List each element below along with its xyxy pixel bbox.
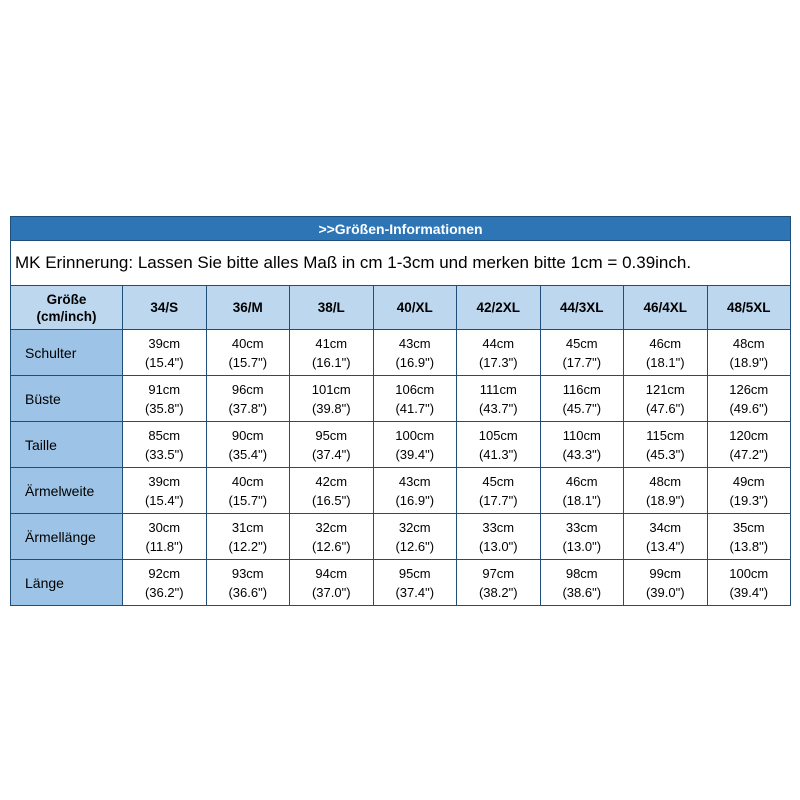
measurement-cell	[707, 514, 791, 560]
inch-value: (17.7")	[562, 354, 602, 370]
measurement-cell	[540, 560, 624, 606]
inch-value: (49.6")	[729, 400, 769, 416]
inch-value: (16.9")	[395, 492, 435, 508]
size-column-header: 48/5XL	[707, 286, 791, 330]
inch-value: (18.1")	[562, 492, 602, 508]
measurement-cell	[457, 330, 541, 376]
cm-value: 40cm	[231, 473, 264, 489]
size-column-header: 34/S	[123, 286, 207, 330]
measurement-cell	[290, 468, 374, 514]
cm-value: 110cm	[562, 427, 601, 443]
inch-value: (39.4")	[729, 584, 769, 600]
cm-value: 48cm	[732, 335, 765, 351]
cm-value: 90cm	[231, 427, 264, 443]
inch-value: (13.0")	[478, 538, 518, 554]
cm-value: 126cm	[729, 381, 769, 397]
size-chart-table	[10, 216, 791, 606]
row-label: Länge	[11, 560, 123, 606]
inch-value: (41.3")	[478, 446, 518, 462]
inch-value: (37.8")	[228, 400, 268, 416]
inch-value: (15.4")	[144, 492, 184, 508]
cm-value: 105cm	[478, 427, 518, 443]
measurement-cell	[707, 422, 791, 468]
cm-value: 94cm	[315, 565, 348, 581]
measurement-cell	[624, 514, 708, 560]
measurement-cell	[206, 376, 290, 422]
cm-value: 93cm	[231, 565, 264, 581]
inch-value: (15.7")	[228, 354, 268, 370]
measurement-cell	[540, 376, 624, 422]
inch-value: (39.0")	[645, 584, 685, 600]
inch-value: (12.6")	[395, 538, 435, 554]
cm-value: 121cm	[645, 381, 685, 397]
size-chart-body	[11, 330, 791, 606]
size-column-header: 36/M	[206, 286, 290, 330]
measurement-cell	[540, 330, 624, 376]
inch-value: (43.3")	[562, 446, 602, 462]
inch-value: (13.4")	[645, 538, 685, 554]
cm-value: 100cm	[395, 427, 435, 443]
inch-value: (12.2")	[228, 538, 268, 554]
cm-value: 33cm	[482, 519, 515, 535]
table-row	[11, 560, 791, 606]
size-chart	[10, 216, 791, 606]
measurement-cell	[540, 514, 624, 560]
inch-value: (36.2")	[144, 584, 184, 600]
corner-header-line1: Größe	[46, 291, 87, 307]
measurement-cell	[290, 330, 374, 376]
cm-value: 115cm	[646, 427, 685, 443]
inch-value: (18.9")	[645, 492, 685, 508]
measurement-cell	[707, 560, 791, 606]
measurement-cell	[373, 560, 457, 606]
cm-value: 35cm	[732, 519, 765, 535]
inch-value: (13.8")	[729, 538, 769, 554]
corner-header	[11, 286, 123, 330]
measurement-cell	[373, 468, 457, 514]
reminder-row	[11, 241, 791, 286]
inch-value: (38.6")	[562, 584, 602, 600]
inch-value: (39.8")	[311, 400, 351, 416]
cm-value: 30cm	[148, 519, 181, 535]
measurement-cell	[290, 422, 374, 468]
row-label: Büste	[11, 376, 123, 422]
inch-value: (35.8")	[144, 400, 184, 416]
inch-value: (15.4")	[144, 354, 184, 370]
inch-value: (16.9")	[395, 354, 435, 370]
inch-value: (41.7")	[395, 400, 435, 416]
measurement-cell	[123, 468, 207, 514]
cm-value: 43cm	[398, 473, 431, 489]
inch-value: (47.2")	[729, 446, 769, 462]
inch-value: (17.3")	[478, 354, 518, 370]
title-row	[11, 217, 791, 241]
measurement-cell	[540, 422, 624, 468]
cm-value: 41cm	[315, 335, 348, 351]
cm-value: 44cm	[482, 335, 515, 351]
row-label: Schulter	[11, 330, 123, 376]
inch-value: (33.5")	[144, 446, 184, 462]
measurement-cell	[206, 560, 290, 606]
inch-value: (18.1")	[645, 354, 685, 370]
cm-value: 99cm	[649, 565, 682, 581]
measurement-cell	[123, 330, 207, 376]
measurement-cell	[707, 330, 791, 376]
inch-value: (47.6")	[645, 400, 685, 416]
measurement-cell	[457, 468, 541, 514]
measurement-cell	[457, 422, 541, 468]
measurement-cell	[123, 376, 207, 422]
measurement-cell	[206, 468, 290, 514]
cm-value: 45cm	[482, 473, 515, 489]
cm-value: 106cm	[395, 381, 435, 397]
cm-value: 49cm	[732, 473, 765, 489]
row-label: Ärmellänge	[11, 514, 123, 560]
measurement-cell	[457, 560, 541, 606]
measurement-cell	[123, 514, 207, 560]
size-header-row	[11, 286, 791, 330]
cm-value: 45cm	[565, 335, 598, 351]
cm-value: 91cm	[148, 381, 181, 397]
measurement-cell	[707, 376, 791, 422]
measurement-cell	[206, 422, 290, 468]
table-row	[11, 330, 791, 376]
cm-value: 33cm	[565, 519, 598, 535]
measurement-cell	[373, 514, 457, 560]
measurement-cell	[373, 422, 457, 468]
inch-value: (43.7")	[478, 400, 518, 416]
inch-value: (37.4")	[395, 584, 435, 600]
inch-value: (36.6")	[228, 584, 268, 600]
cm-value: 46cm	[649, 335, 682, 351]
cm-value: 101cm	[311, 381, 351, 397]
measurement-cell	[373, 330, 457, 376]
cm-value: 42cm	[315, 473, 348, 489]
measurement-cell	[707, 468, 791, 514]
size-info-title-bar: >>Größen-Informationen	[11, 217, 791, 241]
cm-value: 48cm	[649, 473, 682, 489]
measurement-cell	[123, 422, 207, 468]
inch-value: (37.4")	[311, 446, 351, 462]
cm-value: 39cm	[148, 473, 181, 489]
measurement-cell	[624, 330, 708, 376]
measurement-cell	[624, 468, 708, 514]
cm-value: 39cm	[148, 335, 181, 351]
cm-value: 100cm	[729, 565, 769, 581]
inch-value: (37.0")	[311, 584, 351, 600]
inch-value: (35.4")	[228, 446, 268, 462]
inch-value: (17.7")	[478, 492, 518, 508]
measurement-cell	[540, 468, 624, 514]
measurement-cell	[624, 422, 708, 468]
table-row	[11, 468, 791, 514]
table-row	[11, 514, 791, 560]
cm-value: 34cm	[649, 519, 682, 535]
reminder-text: MK Erinnerung: Lassen Sie bitte alles Maß in cm 1-3cm und merken bitte 1cm = 0.39inch.	[11, 241, 791, 286]
inch-value: (38.2")	[478, 584, 518, 600]
inch-value: (11.8")	[145, 538, 184, 554]
corner-header-line2: (cm/inch)	[36, 308, 97, 324]
cm-value: 43cm	[398, 335, 431, 351]
cm-value: 95cm	[315, 427, 348, 443]
cm-value: 32cm	[398, 519, 431, 535]
size-column-header: 46/4XL	[624, 286, 708, 330]
measurement-cell	[373, 376, 457, 422]
cm-value: 92cm	[148, 565, 181, 581]
size-column-header: 42/2XL	[457, 286, 541, 330]
measurement-cell	[206, 330, 290, 376]
measurement-cell	[457, 376, 541, 422]
cm-value: 97cm	[482, 565, 515, 581]
cm-value: 31cm	[231, 519, 264, 535]
measurement-cell	[457, 514, 541, 560]
inch-value: (16.5")	[311, 492, 351, 508]
measurement-cell	[624, 376, 708, 422]
inch-value: (13.0")	[562, 538, 602, 554]
cm-value: 32cm	[315, 519, 348, 535]
measurement-cell	[290, 376, 374, 422]
measurement-cell	[123, 560, 207, 606]
cm-value: 85cm	[148, 427, 181, 443]
size-column-header: 40/XL	[373, 286, 457, 330]
cm-value: 116cm	[562, 381, 601, 397]
inch-value: (15.7")	[228, 492, 268, 508]
row-label: Ärmelweite	[11, 468, 123, 514]
measurement-cell	[206, 514, 290, 560]
cm-value: 96cm	[231, 381, 264, 397]
cm-value: 40cm	[231, 335, 264, 351]
cm-value: 46cm	[565, 473, 598, 489]
cm-value: 111cm	[479, 381, 517, 397]
inch-value: (45.7")	[562, 400, 602, 416]
inch-value: (18.9")	[729, 354, 769, 370]
inch-value: (16.1")	[311, 354, 351, 370]
table-row	[11, 376, 791, 422]
cm-value: 120cm	[729, 427, 769, 443]
size-column-header: 44/3XL	[540, 286, 624, 330]
measurement-cell	[290, 560, 374, 606]
cm-value: 95cm	[398, 565, 431, 581]
inch-value: (45.3")	[645, 446, 685, 462]
measurement-cell	[624, 560, 708, 606]
size-column-header: 38/L	[290, 286, 374, 330]
row-label: Taille	[11, 422, 123, 468]
cm-value: 98cm	[565, 565, 598, 581]
measurement-cell	[290, 514, 374, 560]
inch-value: (39.4")	[395, 446, 435, 462]
inch-value: (12.6")	[311, 538, 351, 554]
table-row	[11, 422, 791, 468]
inch-value: (19.3")	[729, 492, 769, 508]
